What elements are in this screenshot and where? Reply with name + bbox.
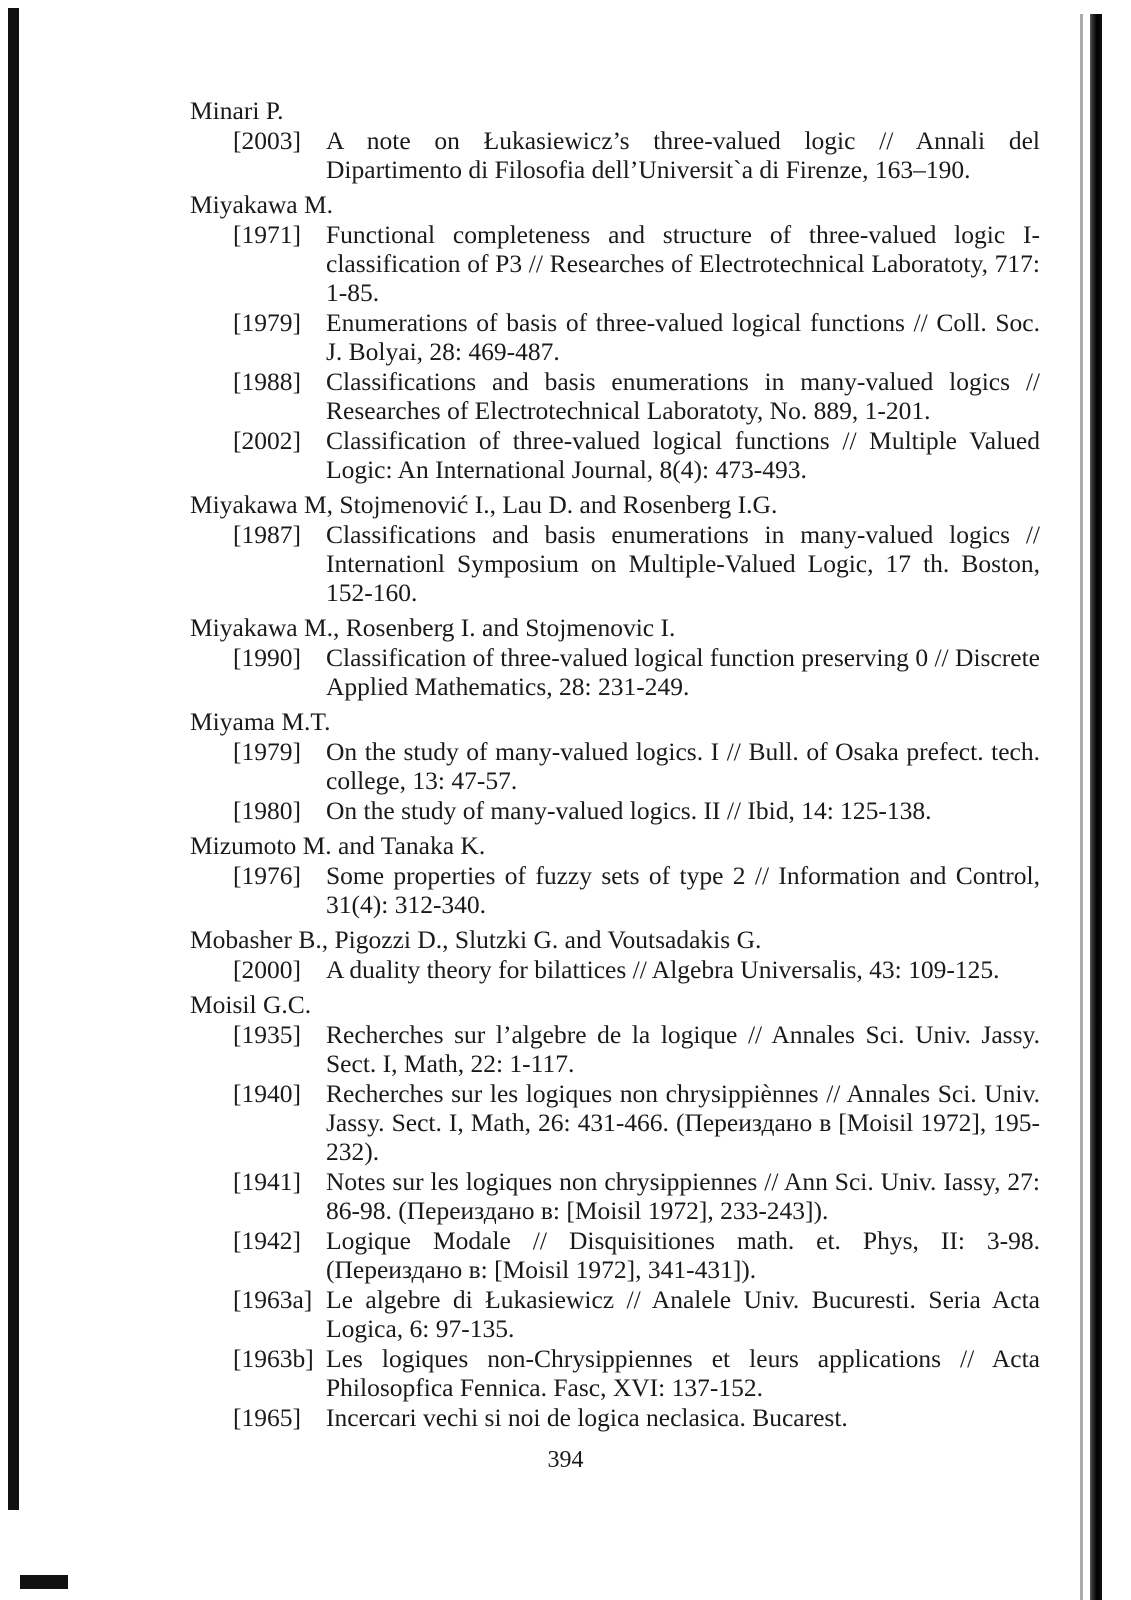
author-name: Miyama M.T. bbox=[190, 707, 331, 736]
entry-year: [1965] bbox=[233, 1403, 301, 1432]
entry-year: [1980] bbox=[233, 796, 301, 825]
author-name: Minari P. bbox=[190, 96, 284, 125]
bibliography-entry bbox=[190, 955, 1040, 984]
entry-year: [1935] bbox=[233, 1020, 301, 1049]
entry-text: On the study of many-valued logics. II // Ibid, 14: 125-138. bbox=[326, 796, 932, 825]
entry-text: Enumerations of basis of three-valued logical functions // Coll. Soc. J. Bolyai, 28: 469-487. bbox=[326, 308, 1040, 366]
entry-text: Classification of three-valued logical functions // Multiple Valued Logic: An International Journal, 8(4): 473-493. bbox=[326, 426, 1040, 484]
scan-edge-line-right bbox=[1080, 14, 1083, 1600]
entry-year: [1942] bbox=[233, 1226, 301, 1255]
entry-year: [1987] bbox=[233, 520, 301, 549]
scan-binding-shadow-left-bottom bbox=[20, 1575, 68, 1589]
author-name: Mobasher B., Pigozzi D., Slutzki G. and Voutsadakis G. bbox=[190, 925, 762, 954]
entry-text: Les logiques non-Chrysippiennes et leurs applications // Acta Philosopfica Fennica. Fasc, XVI: 137-152. bbox=[326, 1344, 1040, 1402]
entry-year: [1976] bbox=[233, 861, 301, 890]
entry-year: [1971] bbox=[233, 220, 301, 249]
bibliography-list bbox=[190, 96, 1040, 1433]
author-name: Mizumoto M. and Tanaka K. bbox=[190, 831, 486, 860]
bibliography-entry bbox=[190, 796, 1040, 825]
entry-text: Notes sur les logiques non chrysippiennes // Ann Sci. Univ. Iassy, 27: 86-98. (Переиздано в: [Moisil 1972], 233-243]). bbox=[326, 1167, 1040, 1225]
entry-year: [1940] bbox=[233, 1079, 301, 1108]
entry-year: [2000] bbox=[233, 955, 301, 984]
entry-text: Incercari vechi si noi de logica neclasica. Bucarest. bbox=[326, 1403, 848, 1432]
bibliography-entry bbox=[190, 520, 1040, 607]
scan-binding-shadow-left bbox=[8, 8, 19, 1510]
bibliography-entry bbox=[190, 1079, 1040, 1166]
entry-text: On the study of many-valued logics. I // Bull. of Osaka prefect. tech. college, 13: 47-57. bbox=[326, 737, 1040, 795]
page-number: 394 bbox=[547, 1447, 584, 1473]
bibliography-entry bbox=[190, 426, 1040, 484]
author-block bbox=[190, 831, 1040, 919]
author-name: Miyakawa M., Rosenberg I. and Stojmenovic I. bbox=[190, 613, 676, 642]
entry-text: Classifications and basis enumerations in many-valued logics // Researches of Electrotechnical Laboratoty, No. 889, 1-201. bbox=[326, 367, 1040, 425]
bibliography-entry bbox=[190, 1344, 1040, 1402]
entry-year: [1963a] bbox=[233, 1285, 313, 1314]
bibliography-entry bbox=[190, 308, 1040, 366]
bibliography-entry bbox=[190, 1226, 1040, 1284]
entry-text: A note on Łukasiewicz’s three-valued logic // Annali del Dipartimento di Filosofia dell’Universit`a di Firenze, 163–190. bbox=[326, 126, 1040, 184]
author-block bbox=[190, 707, 1040, 825]
entry-year: [2002] bbox=[233, 426, 301, 455]
bibliography-entry bbox=[190, 1167, 1040, 1225]
entry-year: [1979] bbox=[233, 737, 301, 766]
author-block bbox=[190, 490, 1040, 607]
entry-text: Classifications and basis enumerations in many-valued logics // Internationl Symposium on Multiple-Valued Logic, 17 th. Boston, 152-160. bbox=[326, 520, 1040, 607]
entry-text: Classification of three-valued logical function preserving 0 // Discrete Applied Mathematics, 28: 231-249. bbox=[326, 643, 1040, 701]
bibliography-entry bbox=[190, 1403, 1040, 1432]
author-name: Miyakawa M, Stojmenović I., Lau D. and Rosenberg I.G. bbox=[190, 490, 778, 519]
bibliography-entry bbox=[190, 737, 1040, 795]
bibliography-entry bbox=[190, 643, 1040, 701]
bibliography-entry bbox=[190, 1285, 1040, 1343]
entry-year: [1990] bbox=[233, 643, 301, 672]
entry-text: Le algebre di Łukasiewicz // Analele Univ. Bucuresti. Seria Acta Logica, 6: 97-135. bbox=[326, 1285, 1040, 1343]
bibliography-entry bbox=[190, 220, 1040, 307]
author-block bbox=[190, 990, 1040, 1432]
author-block bbox=[190, 613, 1040, 701]
entry-year: [1941] bbox=[233, 1167, 301, 1196]
entry-text: Functional completeness and structure of three-valued logic I-classification of P3 // Researches of Electrotechnical Laboratoty, 717: 1-85. bbox=[326, 220, 1040, 307]
entry-year: [1963b] bbox=[233, 1344, 314, 1373]
scan-binding-shadow-right bbox=[1090, 14, 1102, 1600]
author-block bbox=[190, 96, 1040, 184]
entry-text: Recherches sur l’algebre de la logique // Annales Sci. Univ. Jassy. Sect. I, Math, 22: 1-117. bbox=[326, 1020, 1040, 1078]
bibliography-entry bbox=[190, 861, 1040, 919]
bibliography-entry bbox=[190, 1020, 1040, 1078]
entry-text: Some properties of fuzzy sets of type 2 // Information and Control, 31(4): 312-340. bbox=[326, 861, 1040, 919]
entry-year: [2003] bbox=[233, 126, 301, 155]
author-block bbox=[190, 925, 1040, 984]
entry-year: [1979] bbox=[233, 308, 301, 337]
entry-text: A duality theory for bilattices // Algebra Universalis, 43: 109-125. bbox=[326, 955, 1000, 984]
bibliography-entry bbox=[190, 367, 1040, 425]
entry-year: [1988] bbox=[233, 367, 301, 396]
entry-text: Logique Modale // Disquisitiones math. et. Phys, II: 3-98. (Переиздано в: [Moisil 1972], 341-431]). bbox=[326, 1226, 1040, 1284]
author-name: Moisil G.C. bbox=[190, 990, 312, 1019]
bibliography-entry bbox=[190, 126, 1040, 184]
entry-text: Recherches sur les logiques non chrysippiènnes // Annales Sci. Univ. Jassy. Sect. I, Math, 26: 431-466. (Переиздано в [Moisil 1972], 195-232). bbox=[326, 1079, 1040, 1166]
author-block bbox=[190, 190, 1040, 484]
author-name: Miyakawa M. bbox=[190, 190, 334, 219]
